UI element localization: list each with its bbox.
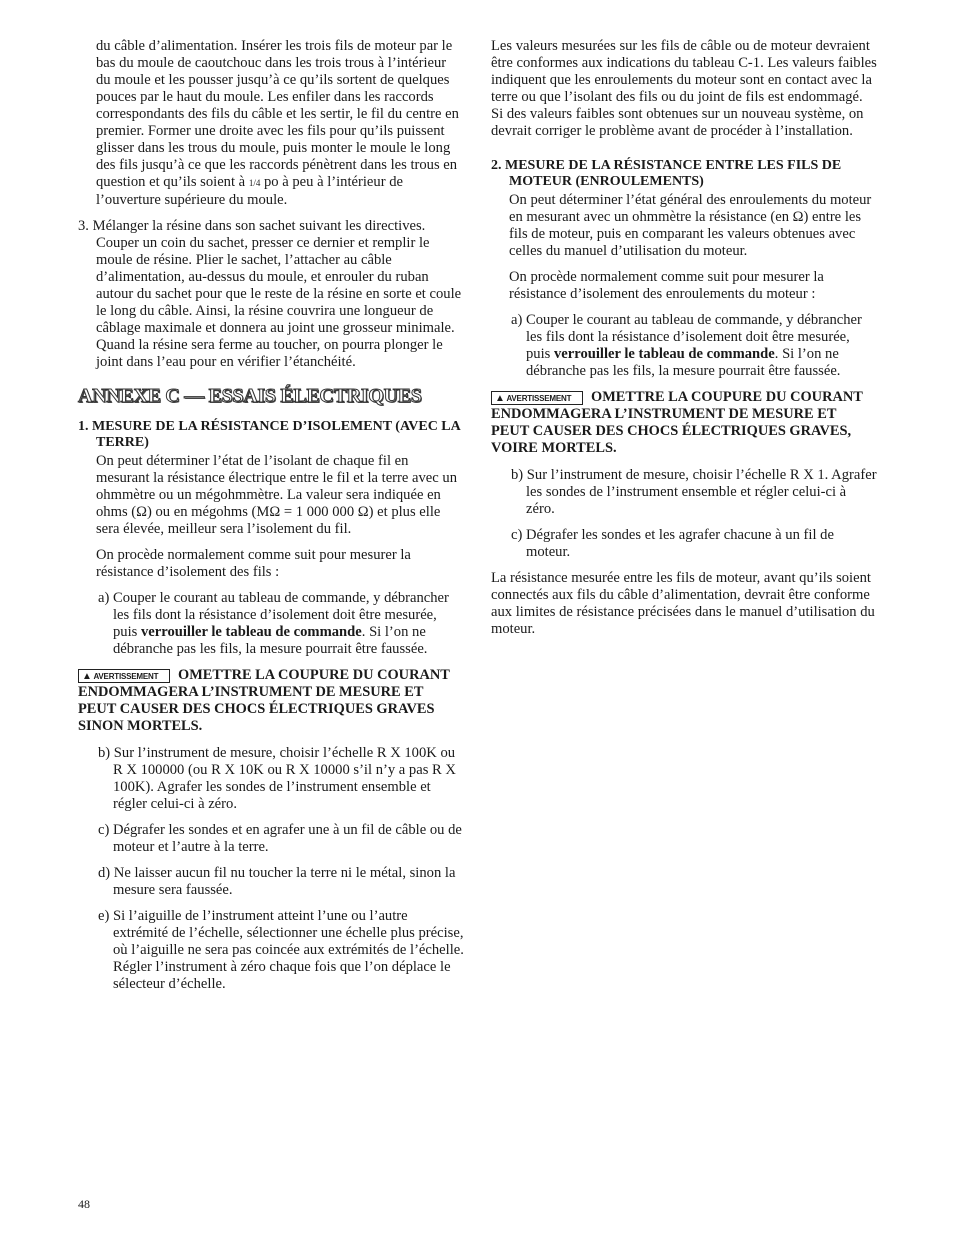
fraction-quarter: 1/4	[248, 178, 261, 188]
step-c-left: c) Dégrafer les sondes et en agrafer une à un fil de câble ou de moteur et l’autre à la terre.	[98, 822, 462, 855]
step-a-right-bold: verrouiller le tableau de commande	[553, 346, 775, 362]
step-a-right-post: . Si l’on ne débranche pas les fils, la mesure pourrait être faussée.	[526, 346, 841, 379]
section-heading-1: 1. MESURE DE LA RÉSISTANCE D’ISOLEMENT (AVEC LA TERRE)	[78, 419, 460, 450]
warning-triangle-icon: ▲	[495, 393, 505, 404]
step-3: 3. Mélanger la résine dans son sachet suivant les directives. Couper un coin du sachet, presser ce dernier et remplir le moule de résine. Plier le sachet, l’attacher au câble d’alimentation, au-dessus du moule, et enrouler du ruban autour du sachet pour que le reste de la résine en sorte et coule le long du câble. Ainsi, la résine couvrira une longueur de câblage maximale et donnera au joint une grosseur minimale. Quand la résine sera ferme au toucher, on pourra plonger le joint dans l’eau pour en vérifier l’étanchéité.	[78, 218, 462, 370]
section-2-procedure: On procède normalement comme suit pour mesurer la résistance d’isolement des enroulements du moteur :	[509, 269, 824, 302]
step-a-left-post: . Si l’on ne débranche pas les fils, la mesure pourrait être faussée.	[113, 624, 428, 657]
warning-right-text: OMETTRE LA COUPURE DU COURANT ENDOMMAGERA L’INSTRUMENT DE MESURE ET PEUT CAUSER DES CHOCS ÉLECTRIQUES GRAVES, VOIRE MORTELS.	[491, 389, 863, 456]
step-a-left-pre: a) Couper le courant au tableau de commande, y débrancher les fils dont la résistance d’isolement doit être mesurée, puis	[98, 590, 449, 640]
warning-triangle-icon: ▲	[82, 671, 92, 682]
step-a-left	[78, 590, 464, 658]
annex-title: ANNEXE C — ESSAIS ÉLECTRIQUES	[78, 385, 422, 407]
step-d-left: d) Ne laisser aucun fil nu toucher la terre ni le métal, sinon la mesure sera faussée.	[98, 865, 456, 898]
warning-badge-label: AVERTISSEMENT	[506, 394, 572, 403]
page-number: 48	[78, 1197, 90, 1211]
final-paragraph: La résistance mesurée entre les fils de moteur, avant qu’ils soient connectés aux fils du câble d’alimentation, devrait être conforme aux limites de résistance précisées dans le manuel d’utilisation du moteur.	[491, 570, 875, 637]
left-column	[78, 38, 464, 1002]
step-b-right: b) Sur l’instrument de mesure, choisir l’échelle R X 1. Agrafer les sondes de l’instrument ensemble et régler celui-ci à zéro.	[511, 467, 877, 517]
section-1-procedure: On procède normalement comme suit pour mesurer la résistance d’isolement des fils :	[96, 547, 411, 580]
measurement-values-paragraph: Les valeurs mesurées sur les fils de câble ou de moteur devraient être conformes aux indications du tableau C-1. Les valeurs faibles indiquent que les enroulements du moteur sont en contact avec la terre ou que l’isolant des fils ou du joint de fils est endommagé. Si des valeurs faibles sont obtenues sur un nouveau système, on devrait corriger le problème avant de procéder à l’installation.	[491, 38, 877, 139]
right-column	[491, 38, 877, 647]
warning-right	[491, 389, 877, 457]
mold-text: du câble d’alimentation. Insérer les trois fils de moteur par le bas du moule de caoutchouc dans les trois trous à l’intérieur du moule et les pousser jusqu’à ce qu’ils sortent de quelques pouces par le haut du moule. Les enfiler dans les raccords correspondants des fils du câble et les sertir, le fil du centre en premier. Former une droite avec les fils pour qu’ils puissent glisser dans les trous du moule, puis monter le moule le long des fils jusqu’à ce que les raccords pénètrent dans les trous en question et qu’ils soient à	[96, 38, 459, 190]
warning-badge-label: AVERTISSEMENT	[93, 672, 159, 681]
warning-left	[78, 667, 464, 735]
step-a-right	[491, 312, 877, 380]
paragraph-mold-continuation	[78, 38, 464, 209]
step-c-right: c) Dégrafer les sondes et les agrafer chacune à un fil de moteur.	[511, 527, 834, 560]
warning-badge	[78, 669, 170, 683]
step-a-right-pre: a) Couper le courant au tableau de commande, y débrancher les fils dont la résistance d’isolement doit être mesurée, puis	[511, 312, 862, 362]
section-2-intro: On peut déterminer l’état général des enroulements du moteur en mesurant avec un ohmmètre la résistance (en Ω) entre les fils de moteur, puis en comparant les valeurs obtenues avec celles du manuel d’utilisation du moteur.	[509, 192, 872, 259]
step-b-left: b) Sur l’instrument de mesure, choisir l’échelle R X 100K ou R X 100000 (ou R X 10K ou R X 10000 s’il n’y a pas R X 100K). Agrafer les sondes de l’instrument ensemble et régler celui-ci à zéro.	[98, 745, 456, 812]
section-heading-2: 2. MESURE DE LA RÉSISTANCE ENTRE LES FILS DE MOTEUR (ENROULEMENTS)	[491, 158, 842, 189]
warning-left-text: OMETTRE LA COUPURE DU COURANT ENDOMMAGERA L’INSTRUMENT DE MESURE ET PEUT CAUSER DES CHOCS ÉLECTRIQUES GRAVES SINON MORTELS.	[78, 667, 450, 734]
step-a-left-bold: verrouiller le tableau de commande	[140, 624, 362, 640]
warning-badge	[491, 391, 583, 405]
step-e-left: e) Si l’aiguille de l’instrument atteint l’une ou l’autre extrémité de l’échelle, sélectionner une échelle plus précise, où l’aiguille ne sera pas coincée aux extrémités de l’échelle. Régler l’instrument à zéro chaque fois que l’on déplace le sélecteur d’échelle.	[98, 908, 464, 992]
mold-text-end: po à peu à l’intérieur de l’ouverture supérieure du moule.	[96, 174, 403, 208]
section-1-intro: On peut déterminer l’état de l’isolant de chaque fil en mesurant la résistance électrique entre le fil et la terre avec un ohmmètre ou un mégohmmètre. La valeur sera indiquée en ohms (Ω) ou en mégohms (MΩ = 1 000 000 Ω) et plus elle sera élevée, meilleur sera l’isolement du fil.	[96, 453, 458, 537]
